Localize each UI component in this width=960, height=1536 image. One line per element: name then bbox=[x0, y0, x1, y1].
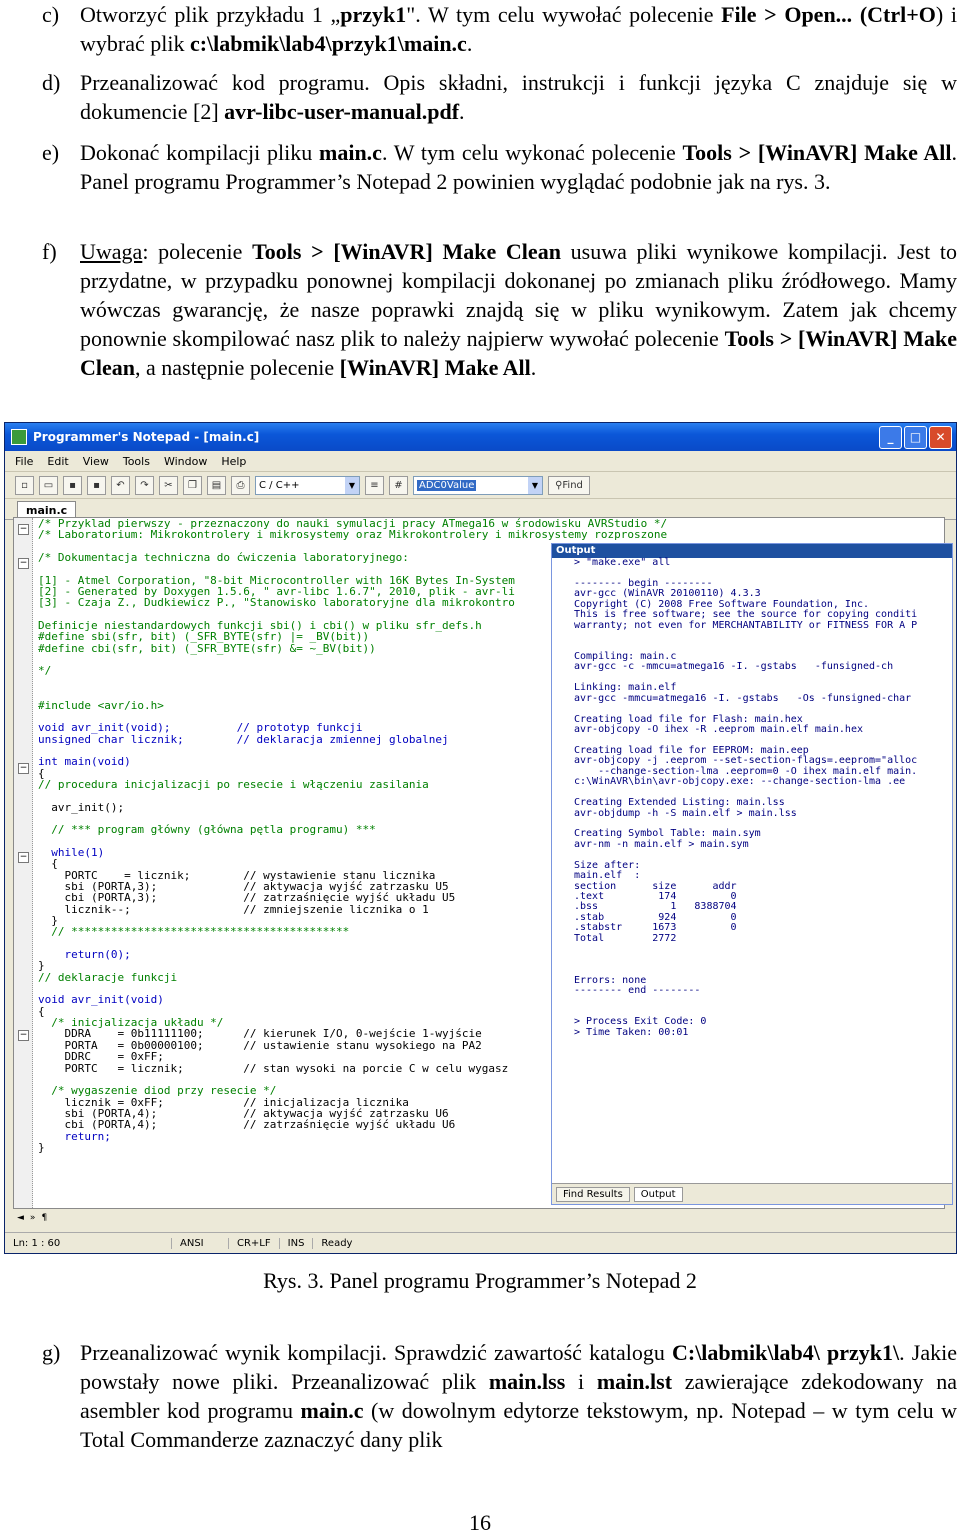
code-line: DDRA = 0b11111100; // kierunek I/O, 0-wejście 1-wyjście bbox=[38, 1027, 482, 1041]
output-line: -------- end -------- bbox=[574, 984, 701, 996]
code-line: } bbox=[38, 959, 45, 973]
minimize-button[interactable]: _ bbox=[879, 426, 902, 449]
text: . bbox=[530, 355, 537, 380]
text: (w dowolnym edytorze tekstowym, np. Notepad – w tym celu w Total Commanderze zaznaczyć dany plik bbox=[80, 1398, 958, 1452]
text: zawierające zdekodowany na asembler kod programu bbox=[80, 1369, 957, 1423]
tab-find-results[interactable]: Find Results bbox=[556, 1187, 630, 1202]
output-line: avr-objcopy -O ihex -R .eeprom main.elf main.hex bbox=[574, 724, 863, 735]
text bbox=[852, 2, 860, 27]
text: ) i wybrać plik bbox=[80, 2, 957, 56]
code-line: { bbox=[38, 857, 58, 871]
menu-edit[interactable]: Edit bbox=[47, 454, 69, 468]
menu-view[interactable]: View bbox=[82, 454, 109, 468]
output-line: --change-section-lma .eeprom=0 -O ihex main.elf main. bbox=[574, 765, 918, 777]
programmers-notepad-screenshot bbox=[4, 422, 957, 1254]
code-line bbox=[38, 836, 558, 847]
indent-guide-icon: » bbox=[29, 1213, 36, 1223]
bold-text: C:\labmik\lab4\ przyk1\ bbox=[671, 1340, 900, 1365]
app-icon bbox=[11, 429, 27, 445]
code-line: avr_init(); bbox=[38, 800, 125, 814]
text: . bbox=[459, 99, 465, 124]
text: Przeanalizować kod programu. Opis składni, instrukcji i funkcji języka C znajduje się w dokumencie [2] bbox=[80, 70, 957, 124]
text: Otworzyć plik przykładu 1 „ bbox=[80, 2, 341, 27]
fold-toggle-icon[interactable]: − bbox=[19, 1030, 28, 1040]
page-number: 16 bbox=[469, 1510, 491, 1535]
code-line: // procedura inicjalizacji po resecie i włączeniu zasilania bbox=[38, 777, 429, 791]
item-label: c) bbox=[42, 2, 60, 27]
code-line: PORTA = 0b00000100; // ustawienie stanu wysokiego na PA2 bbox=[38, 1038, 482, 1052]
code-line: // *** program główny (główna pętla programu) *** bbox=[38, 823, 376, 837]
text: i bbox=[565, 1369, 597, 1394]
code-line: { bbox=[38, 766, 45, 780]
paste-icon[interactable]: ▤ bbox=[207, 476, 226, 495]
output-line: warranty; not even for MERCHANTABILITY or FITNESS FOR A P bbox=[574, 619, 918, 631]
output-line: Linking: main.elf bbox=[574, 682, 677, 694]
item-label: g) bbox=[42, 1340, 61, 1365]
code-line: [2] - Generated by Doxygen 1.5.6, " avr-libc 1.6.7", 2010, plik - avr-li bbox=[38, 585, 515, 599]
code-line: // deklaracje funkcji bbox=[38, 970, 178, 984]
menu-bar bbox=[5, 451, 956, 472]
fold-toggle-icon[interactable]: − bbox=[19, 852, 28, 862]
code-line: /* wygaszenie diod przy resecie */ bbox=[38, 1084, 277, 1098]
output-panel bbox=[551, 543, 953, 1205]
text: : polecenie bbox=[142, 239, 253, 264]
output-line: section size addr bbox=[574, 880, 737, 892]
code-line: PORTC = licznik; // wystawienie stanu licznika bbox=[38, 868, 436, 882]
output-line: main.elf : bbox=[574, 870, 641, 882]
chevron-down-icon: ▼ bbox=[345, 477, 359, 494]
find-label: Find bbox=[562, 479, 583, 491]
output-line: Size after: bbox=[574, 859, 641, 871]
bold-text: Tools > [WinAVR] Make All bbox=[682, 140, 952, 165]
insert-mode: INS bbox=[280, 1238, 314, 1249]
encoding: ANSI bbox=[172, 1238, 229, 1249]
code-line: sbi (PORTA,4); // aktywacja wyjść zatrzasku U6 bbox=[38, 1106, 449, 1120]
bold-text: c:\labmik\lab4\przyk1\main.c bbox=[189, 31, 467, 56]
code-line: sbi (PORTA,3); // aktywacja wyjść zatrzasku U5 bbox=[38, 880, 449, 893]
output-line: > "make.exe" all bbox=[574, 557, 671, 568]
line-ending: CR+LF bbox=[229, 1238, 280, 1249]
fold-toggle-icon[interactable]: − bbox=[19, 763, 28, 773]
code-line: Definicje niestandardowych funkcji sbi() i cbi() w pliku sfr_defs.h bbox=[38, 619, 482, 633]
code-line: cbi (PORTA,3); // zatrzaśnięcie wyjść układu U5 bbox=[38, 891, 456, 905]
status-bar bbox=[5, 1232, 956, 1253]
menu-file[interactable]: File bbox=[15, 454, 34, 468]
code-line: } bbox=[38, 914, 58, 928]
binoculars-icon: ⚲ bbox=[555, 479, 563, 491]
output-line bbox=[574, 965, 952, 975]
text: . W tym celu wykonać polecenie bbox=[381, 140, 683, 165]
code-line: unsigned char licznik; // deklaracja zmiennej globalnej bbox=[38, 732, 449, 746]
fold-toggle-icon[interactable]: − bbox=[19, 524, 28, 534]
output-line: > Process Exit Code: 0 bbox=[574, 1016, 707, 1028]
open-folder-icon[interactable]: ▭ bbox=[39, 476, 58, 495]
scheme-value: C / C++ bbox=[259, 479, 300, 491]
code-line: int main(void) bbox=[38, 755, 131, 769]
output-line: This is free software; see the source for copying conditi bbox=[574, 609, 918, 621]
title-bar bbox=[5, 423, 956, 451]
output-tabs bbox=[552, 1183, 953, 1204]
output-line: Creating load file for EEPROM: main.eep bbox=[574, 744, 809, 756]
output-line: c:\WinAVR\bin\avr-objcopy.exe: --change-section-lma .ee bbox=[574, 776, 906, 788]
output-text bbox=[552, 558, 952, 1038]
code-line: #include <avr/io.h> bbox=[38, 698, 164, 712]
line-numbers-icon[interactable]: # bbox=[389, 476, 408, 495]
code-line bbox=[38, 654, 558, 665]
text: . Panel programu Programmer’s Notepad 2 powinien wyglądać podobnie jak na rys. 3. bbox=[80, 140, 957, 194]
bold-text: main.c bbox=[300, 1398, 364, 1423]
code-line bbox=[38, 688, 558, 699]
output-line: Creating Extended Listing: main.lss bbox=[574, 797, 785, 809]
output-line: .stab 924 0 bbox=[574, 911, 737, 923]
tab-main-c[interactable]: main.c bbox=[17, 501, 76, 519]
menu-help[interactable]: Help bbox=[221, 454, 247, 468]
code-line: void avr_init(void) bbox=[38, 993, 164, 1007]
output-line: Creating Symbol Table: main.sym bbox=[574, 828, 761, 840]
bold-text: main.c bbox=[319, 140, 382, 165]
new-file-icon[interactable]: ▫ bbox=[15, 476, 34, 495]
underlined-text: Uwaga bbox=[80, 239, 143, 264]
maximize-button[interactable]: □ bbox=[904, 426, 927, 449]
figure-caption: Rys. 3. Panel programu Programmer’s Notepad 2 bbox=[263, 1268, 697, 1293]
code-line: */ bbox=[38, 664, 52, 678]
print-icon[interactable]: ⎙ bbox=[231, 476, 250, 495]
code-line: DDRC = 0xFF; bbox=[38, 1050, 164, 1064]
scroll-left-icon[interactable]: ◄ bbox=[17, 1213, 24, 1223]
text: , a następnie polecenie bbox=[135, 355, 340, 380]
scheme-select[interactable] bbox=[255, 476, 360, 495]
code-line: #define sbi(sfr, bit) (_SFR_BYTE(sfr) |= _BV(bit)) bbox=[38, 630, 370, 644]
bold-text: avr-libc-user-manual.pdf bbox=[224, 99, 460, 124]
code-line: PORTC = licznik; // stan wysoki na porcie C w celu wygasz bbox=[38, 1061, 509, 1075]
code-line: [3] - Czaja Z., Dudkiewicz P., "Stanowisko laboratoryjne dla mikrokontro bbox=[38, 596, 515, 610]
bold-text: main.lss bbox=[488, 1369, 566, 1394]
output-line bbox=[574, 704, 952, 714]
code-line: return(0); bbox=[38, 948, 131, 962]
code-line: /* Przyklad pierwszy - przeznaczony do nauki symulacji pracy ATmega16 w środowisku AVRStudio */ bbox=[38, 517, 668, 530]
code-line: cbi (PORTA,4); // zatrzaśnięcie wyjść układu U6 bbox=[38, 1118, 456, 1132]
copy-icon[interactable]: ❐ bbox=[183, 476, 202, 495]
text: Przeanalizować wynik kompilacji. Sprawdzić zawartość katalogu bbox=[80, 1340, 672, 1365]
word-wrap-icon[interactable]: ≡ bbox=[365, 476, 384, 495]
output-title: Output bbox=[552, 544, 952, 558]
save-icon[interactable]: ▪ bbox=[63, 476, 82, 495]
code-line bbox=[38, 790, 558, 801]
menu-tools[interactable]: Tools bbox=[122, 454, 150, 468]
paragraph-g bbox=[42, 1338, 957, 1454]
text: Dokonać kompilacji pliku bbox=[80, 140, 319, 165]
item-label: d) bbox=[42, 70, 61, 95]
output-line bbox=[574, 631, 952, 641]
search-value: ADC0Value bbox=[419, 479, 475, 491]
output-line: .text 174 0 bbox=[574, 891, 737, 902]
paragraph-e bbox=[42, 138, 957, 196]
tab-output[interactable]: Output bbox=[634, 1187, 683, 1202]
output-line: avr-objdump -h -S main.elf > main.lss bbox=[574, 807, 797, 819]
cut-icon[interactable]: ✂ bbox=[159, 476, 178, 495]
cursor-position: Ln: 1 : 60 bbox=[5, 1238, 172, 1249]
save-all-icon[interactable]: ▪ bbox=[87, 476, 106, 495]
toolbar bbox=[5, 472, 956, 499]
bold-text: Tools > [WinAVR] Make Clean bbox=[80, 326, 957, 380]
code-line: #define cbi(sfr, bit) (_SFR_BYTE(sfr) &= ~_BV(bit)) bbox=[38, 641, 376, 655]
code-line: [1] - Atmel Corporation, "8-bit Microcontroller with 16K Bytes In-System bbox=[38, 573, 515, 587]
output-line: avr-gcc -c -mmcu=atmega16 -I. -gstabs -funsigned-ch bbox=[574, 661, 894, 673]
paragraph-f bbox=[42, 237, 957, 382]
code-line: } bbox=[38, 1140, 45, 1154]
redo-icon[interactable]: ↷ bbox=[135, 476, 154, 495]
bold-text: Tools > [WinAVR] Make Clean bbox=[252, 239, 561, 264]
code-line: licznik--; // zmniejszenie licznika o 1 bbox=[38, 902, 429, 916]
item-label: f) bbox=[42, 239, 57, 264]
status-text: Ready bbox=[321, 1237, 353, 1249]
text: usuwa pliki wynikowe kompilacji. Jest to przydatne, w przypadku ponownej kompilacji dokonanej po zmianach pliku źródłowego. Mamy wówczas gwarancję, że nasze poprawki znajdą się w pliku wynikowym. Zatem jak chcemy ponownie skompilować nasz plik to należy najpierw wywołać polecenie bbox=[80, 239, 958, 351]
bold-text: (Ctrl+O bbox=[859, 2, 936, 27]
paragraph-d bbox=[42, 68, 957, 126]
code-line: { bbox=[38, 1004, 45, 1018]
text: . bbox=[466, 31, 473, 56]
output-line: avr-gcc (WinAVR 20100110) 4.3.3 bbox=[574, 588, 761, 600]
output-line bbox=[574, 996, 952, 1006]
chevron-down-icon: ▼ bbox=[528, 477, 542, 494]
code-line: return; bbox=[38, 1129, 111, 1143]
code-line: /* Laboratorium: Mikrokontrolery i mikrosystemy oraz Mikrokontrolery i mikrosystemy rozproszone bbox=[38, 528, 668, 542]
output-line: Creating load file for Flash: main.hex bbox=[574, 713, 803, 725]
bold-text: [WinAVR] Make All bbox=[339, 355, 531, 380]
output-line: Copyright (C) 2008 Free Software Foundation, Inc. bbox=[574, 598, 870, 610]
output-line: .stabstr 1673 0 bbox=[574, 922, 737, 934]
bold-text: File > Open... bbox=[721, 2, 853, 27]
output-line bbox=[574, 944, 952, 954]
output-line: avr-nm -n main.elf > main.sym bbox=[574, 838, 749, 850]
text: ". W tym celu wywołać polecenie bbox=[406, 2, 722, 27]
output-line bbox=[574, 955, 952, 965]
horizontal-scrollbar[interactable] bbox=[13, 1211, 947, 1225]
menu-window[interactable]: Window bbox=[163, 454, 208, 468]
code-line: /* Dokumentacja techniczna do ćwiczenia laboratoryjnego: bbox=[38, 551, 409, 565]
bold-text: main.lst bbox=[596, 1369, 673, 1394]
output-line: > Time Taken: 00:01 bbox=[574, 1026, 689, 1038]
output-line: Total 2772 bbox=[574, 932, 677, 944]
output-line: .bss 1 8388704 bbox=[574, 901, 737, 913]
output-line: -------- begin -------- bbox=[574, 577, 713, 589]
fold-toggle-icon[interactable]: − bbox=[19, 558, 28, 568]
undo-icon[interactable]: ↶ bbox=[111, 476, 130, 495]
output-line: Compiling: main.c bbox=[574, 650, 677, 662]
find-button[interactable] bbox=[548, 476, 590, 495]
item-label: e) bbox=[42, 140, 60, 165]
fold-gutter bbox=[14, 518, 33, 1208]
paragraph-c bbox=[42, 0, 957, 58]
text: . Jakie powstały nowe pliki. Przeanalizować plik bbox=[80, 1340, 957, 1394]
code-line: // ****************************************** bbox=[38, 925, 350, 939]
code-line: while(1) bbox=[38, 845, 105, 859]
close-button[interactable]: ✕ bbox=[929, 426, 952, 449]
output-line: avr-gcc -mmcu=atmega16 -I. -gstabs -Os -funsigned-char bbox=[574, 692, 912, 704]
code-line bbox=[38, 677, 558, 688]
window-title: Programmer's Notepad - [main.c] bbox=[33, 430, 260, 444]
code-line: void avr_init(void); // prototyp funkcji bbox=[38, 721, 363, 735]
code-line: /* inicjalizacja układu */ bbox=[38, 1016, 224, 1030]
search-combo[interactable] bbox=[413, 476, 543, 495]
output-line: Errors: none bbox=[574, 974, 647, 986]
bold-text: przyk1 bbox=[340, 2, 407, 27]
code-line: licznik = 0xFF; // inicjalizacja licznika bbox=[38, 1095, 409, 1109]
output-line: avr-objcopy -j .eeprom --set-section-flags=.eeprom="alloc bbox=[574, 755, 918, 767]
whitespace-icon: ¶ bbox=[41, 1213, 48, 1223]
